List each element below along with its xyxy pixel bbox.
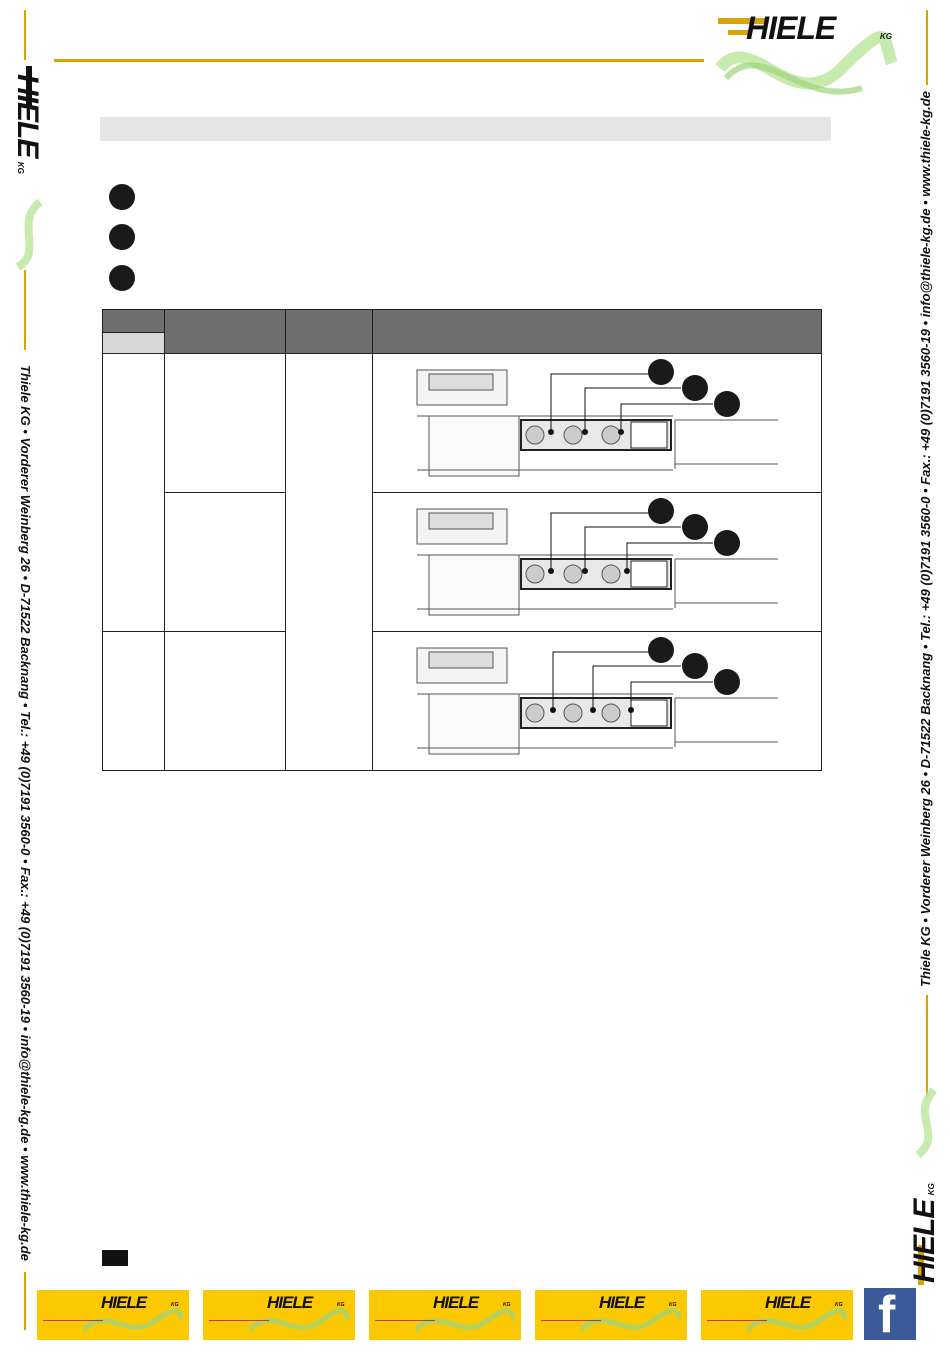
left-contact-text: Thiele KG • Vorderer Weinberg 26 • D-71522 Backnang • Tel.: +49 (0)7191 3560-0 • Fax.: +49 (0)7191 3560-19 • info@thiele-kg.de • www.thiele-kg.de: [18, 365, 33, 1261]
facebook-glyph: f: [878, 1286, 896, 1344]
footer-accent-5: [707, 1320, 767, 1321]
header-logo-text: HIELE: [746, 10, 836, 46]
footer-link-2[interactable]: [203, 1290, 355, 1340]
footer-logo-kg-4: KG: [669, 1302, 677, 1308]
right-contact-text: Thiele KG • Vorderer Weinberg 26 • D-71522 Backnang • Tel.: +49 (0)7191 3560-0 • Fax.: +49 (0)7191 3560-19 • info@thiele-kg.de • www.thiele-kg.de: [918, 91, 933, 987]
footer-logo-text-2: HIELE: [267, 1293, 313, 1312]
table-cell-group-2: [103, 632, 165, 771]
footer-logo-kg-2: KG: [337, 1302, 345, 1308]
footer-logo-text-5: HIELE: [765, 1293, 811, 1312]
table-header-cell-1: [103, 310, 165, 333]
header-logo: [712, 8, 902, 108]
left-sidebar-logo: [4, 62, 46, 272]
spec-table: [102, 309, 822, 771]
header-rule: [54, 59, 704, 62]
bullet-marker-2: [109, 224, 135, 250]
table-subheader-cell: [103, 333, 165, 354]
footer-logo-kg-3: KG: [503, 1302, 511, 1308]
footer-logo-kg-5: KG: [835, 1302, 843, 1308]
footer-accent-2: [209, 1320, 269, 1321]
left-sidebar-logo-kg: KG: [16, 161, 25, 174]
header-logo-kg: KG: [880, 32, 892, 41]
footer-accent-3: [375, 1320, 435, 1321]
bullet-marker-1: [109, 184, 135, 210]
footer-logo-text-3: HIELE: [433, 1293, 479, 1312]
page-number-block: [102, 1250, 128, 1266]
section-title-bar: [100, 117, 831, 141]
right-sidebar-logo: [904, 1085, 948, 1295]
facebook-icon[interactable]: [864, 1286, 916, 1344]
table-cell-group-1: [103, 354, 165, 632]
right-sidebar-logo-kg: KG: [927, 1183, 936, 1196]
table-header-cell-2: [165, 310, 286, 354]
device-drawing-1: [373, 354, 821, 487]
device-drawing-3: [373, 632, 821, 765]
table-cell-row-1-col-2: [165, 354, 286, 493]
footer-accent-4: [541, 1320, 601, 1321]
left-sidebar-logo-text: HIELE: [11, 74, 44, 158]
footer-logo-text-1: HIELE: [101, 1293, 147, 1312]
left-rail-top: [24, 10, 26, 60]
footer-link-4[interactable]: [535, 1290, 687, 1340]
table-cell-merged-col-3: [286, 354, 373, 771]
right-contact-strip: [918, 90, 938, 990]
table-header-cell-3: [286, 310, 373, 354]
footer-logo-kg-1: KG: [171, 1302, 179, 1308]
footer-link-3[interactable]: [369, 1290, 521, 1340]
table-header-cell-4: [373, 310, 822, 354]
left-rail-bottom: [24, 1272, 26, 1330]
right-rail-top: [926, 10, 928, 85]
table-cell-row-2-col-2: [165, 493, 286, 632]
device-diagram-2: [373, 493, 822, 632]
bullet-marker-3: [109, 265, 135, 291]
right-sidebar-logo-text: HIELE: [908, 1199, 941, 1283]
footer-accent-1: [43, 1320, 103, 1321]
right-rail-middle: [926, 995, 928, 1095]
device-drawing-2: [373, 493, 821, 626]
device-diagram-3: [373, 632, 822, 771]
device-diagram-1: [373, 354, 822, 493]
left-rail-middle: [24, 270, 26, 350]
footer-link-1[interactable]: [37, 1290, 189, 1340]
table-cell-row-3-col-2: [165, 632, 286, 771]
left-contact-strip: [11, 365, 31, 1265]
footer-logo-text-4: HIELE: [599, 1293, 645, 1312]
footer-link-5[interactable]: [701, 1290, 853, 1340]
